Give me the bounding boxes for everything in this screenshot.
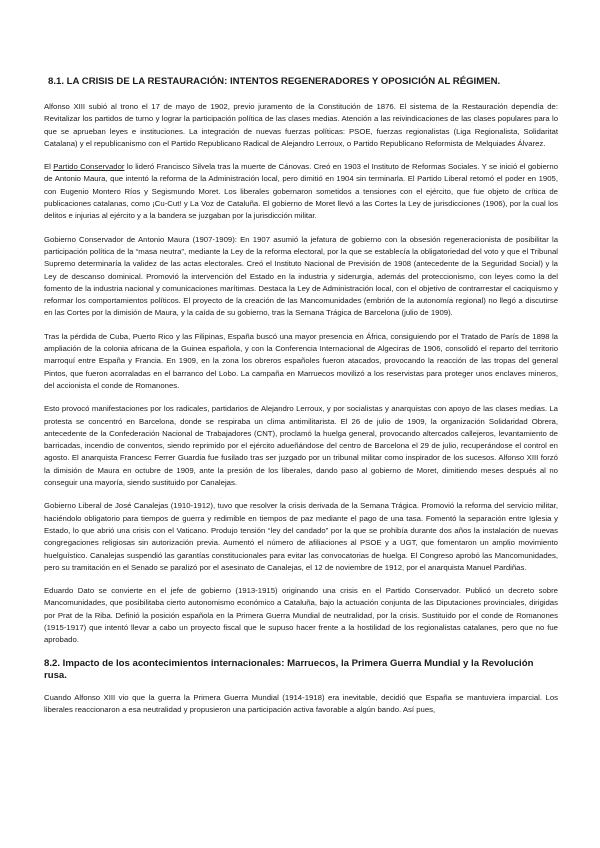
paragraph-semana-tragica: Esto provocó manifestaciones por los radicales, partidarios de Alejandro Lerroux, y por socialistas y anarquistas con apoyo de las clases medias. La protesta se concentró en Barcelona, donde se respiraba un clima antimilitarista. El 26 de julio de 1909, la organización Solidaridad Obrera, antecedente de la Confederación Nacional de Trabajadores (CNT), proclamó la huelga general, provocando altercados callejeros, levantamiento de barricadas, incendio de conventos, siendo reprimido por el ejército adueñándose del centro de Barcelona el 29 de julio, recuperándose el control en agosto. El anarquista Francesc Ferrer Guardia fue fusilado tras ser juzgado por un tribunal militar como inspirador de los sucesos. Alfonso XIII forzó la dimisión de Maura en octubre de 1909, ante la presión de los liberales, dando paso al gobierno de Moret, dimitiendo meses después al no conseguir una mayoría, siendo sustituido por Canalejas. [44, 404, 558, 488]
paragraph-partido-conservador [44, 161, 558, 222]
paragraph-intro: Alfonso XIII subió al trono el 17 de mayo de 1902, previo juramento de la Constitución de 1876. El sistema de la Restauración dependía de: Revitalizar los partidos de turno y lograr la participación política de las clases medias. Atención a las reivindicaciones de las clases populares para lo que se aprueban leyes e instituciones. La integración de nuevas fuerzas políticas: PSOE, fuerzas regionalistas (Liga Regionalista, Solidaritat Catalana) y el republicanismo con el Partido Republicano Radical de Alejandro Lerroux, o Partido Republicano Reformista de Melquiades Álvarez. [44, 102, 558, 148]
paragraph-canalejas: Gobierno Liberal de José Canalejas (1910-1912), tuvo que resolver la crisis derivada de la Semana Trágica. Promovió la reforma del servicio militar, haciéndolo obligatorio para tiempos de guerra y redimible en tiempos de paz mediante el pago de una tasa. Fomentó la separación entre Iglesia y Estado, lo que abrió una crisis con el Vaticano. Produjo tensión “ley del candado” por la que se prohibía durante dos años la instalación de nuevas congregaciones religiosas sin autorización previa. Aumentó el número de afiliaciones al PSOE y a UGT, que fomentaron un amplio movimiento huelguístico. Canalejas suspendió las garantías constitucionales para evitar las convocatorias de huelga. El Congreso aprobó las Mancomunidades, pero su tramitación en el Senado se paralizó por el asesinato de Canalejas, el 12 de noviembre de 1912, por el anarquista Manuel Pardiñas. [44, 501, 558, 572]
paragraph-primera-guerra-mundial: Cuando Alfonso XIII vio que la guerra la Primera Guerra Mundial (1914-1918) era inevitable, decidió que España se mantuviera imparcial. Los liberales reaccionaron a esa neutralidad y propusieron una participación activa favorable a algún bando. Así pues, [44, 692, 558, 714]
partido-conservador-underlined: Partido Conservador [53, 162, 125, 172]
paragraph-body: lo lideró Francisco Silvela tras la muerte de Cánovas. Creó en 1903 el Instituto de Reformas Sociales. Y se inició el gobierno de Antonio Maura, que intentó la reforma de la Administración local, pero dimitió en 1904 sin terminarla. El Partido Liberal retomó el poder en 1905, con Eugenio Montero Ríos y Segismundo Moret. Los liberales gobernaron sometidos a tensiones con el ejército, que fue objeto de crítica de publicaciones catalanas, como ¡Cu-Cut! y La Voz de Cataluña. El gobierno de Moret llevó a las Cortes la Ley de jurisdicciones (1906), por la cual los delitos e injurias al ejército y a la bandera se juzgaban por la jurisdicción militar. [44, 162, 559, 221]
paragraph-gobierno-maura: Gobierno Conservador de Antonio Maura (1907-1909): En 1907 asumió la jefatura de gobierno con la obsesión regeneracionista de posibilitar la participación política de la “masa neutra”, mediante la Ley de la reforma electoral, por la que se establecía la obligatoriedad del voto y que el Tribunal Supremo determinaría la validez de las actas electorales. Creó el Instituto Nacional de Previsión de 1908 (antecedente de la Seguridad Social) y la Ley de descanso dominical. Promovió la intervención del Estado en la industria y siderurgia, además del proteccionismo, con leyes como la del fomento de la industria nacional y comunicaciones marítimas. Destaca la Ley de Administración local, con el objetivo de contrarrestar el caciquismo y reformar los comportamientos políticos. El proyecto de la creación de las Mancomunidades (embrión de la autonomía regional) no llegó a discutirse en las Cortes por la dimisión de Maura, y la caída de su gobierno, tras la Semana Trágica de Barcelona (julio de 1909). [44, 234, 558, 318]
section-2-title: 8.2. Impacto de los acontecimientos internacionales: Marruecos, la Primera Guerra Mundial y la Revolución rusa. [44, 657, 534, 681]
paragraph-eduardo-dato: Eduardo Dato se convierte en el jefe de gobierno (1913-1915) originando una crisis en el Partido Conservador. Publicó un decreto sobre Mancomunidades, que posibilitaba cierto autonomismo económico a Cataluña, bajo la actuación conjunta de las Diputaciones provinciales, dirigidas por Prat de la Riba. Definió la posición española en la Primera Guerra Mundial de neutralidad, por la crisis. Sustituido por el conde de Romanones (1915-1917) que intentó llevar a cabo un proyecto fiscal que le supuso hacer frente a la hostilidad de los regionalistas catalanes, pero que no fue aprobado. [44, 586, 558, 645]
paragraph-prefix: El [44, 162, 54, 172]
section-1-title: 8.1. LA CRISIS DE LA RESTAURACIÓN: INTENTOS REGENERADORES Y OPOSICIÓN AL RÉGIMEN. [48, 76, 501, 87]
paragraph-marruecos: Tras la pérdida de Cuba, Puerto Rico y las Filipinas, España buscó una mayor presencia en África, consiguiendo por el Tratado de París de 1898 la ampliación de la colonia africana de la Guinea española, y con la Conferencia Internacional de Algeciras de 1906, consolidó el reparto del territorio marroquí entre España y Francia. En 1909, en la zona los obreros españoles fueron atacados, provocando la reacción de las tropas del general Pintos, que fueron acorraladas en el barranco del Lobo. La campaña en Marruecos movilizó a los reservistas para proteger unos enclaves mineros, del accionista el conde de Romanones. [44, 331, 558, 390]
